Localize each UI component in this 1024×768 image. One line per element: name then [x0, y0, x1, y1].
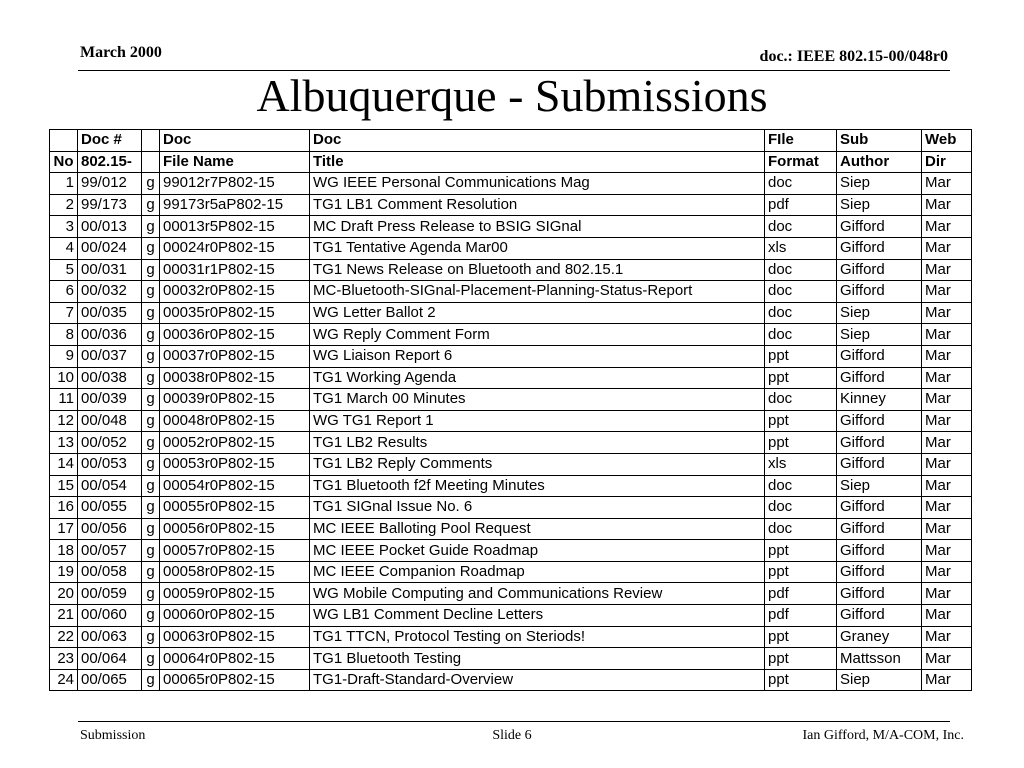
web-dir-cell: Mar [922, 410, 972, 432]
doc-group-cell: g [142, 173, 160, 195]
row-number-cell: 4 [50, 237, 78, 259]
doc-title-cell: WG Liaison Report 6 [310, 345, 765, 367]
header-cell: Doc # [78, 130, 142, 152]
sub-author-cell: Siep [837, 173, 922, 195]
file-name-cell: 00035r0P802-15 [160, 302, 310, 324]
doc-number-cell: 00/053 [78, 453, 142, 475]
file-name-cell: 00048r0P802-15 [160, 410, 310, 432]
sub-author-cell: Gifford [837, 410, 922, 432]
sub-author-cell: Gifford [837, 259, 922, 281]
file-name-cell: 00055r0P802-15 [160, 497, 310, 519]
doc-group-cell: g [142, 475, 160, 497]
table-row [50, 259, 972, 281]
doc-number-cell: 99/012 [78, 173, 142, 195]
doc-group-cell: g [142, 540, 160, 562]
doc-title-cell: WG Mobile Computing and Communications Review [310, 583, 765, 605]
file-format-cell: ppt [765, 540, 837, 562]
file-name-cell: 00039r0P802-15 [160, 389, 310, 411]
doc-title-cell: TG1 Bluetooth Testing [310, 648, 765, 670]
table-row [50, 194, 972, 216]
sub-author-cell: Gifford [837, 561, 922, 583]
web-dir-cell: Mar [922, 453, 972, 475]
sub-author-cell: Gifford [837, 237, 922, 259]
row-number-cell: 8 [50, 324, 78, 346]
header-cell: Sub [837, 130, 922, 152]
table-row [50, 669, 972, 691]
web-dir-cell: Mar [922, 540, 972, 562]
doc-title-cell: WG LB1 Comment Decline Letters [310, 605, 765, 627]
file-name-cell: 00057r0P802-15 [160, 540, 310, 562]
sub-author-cell: Graney [837, 626, 922, 648]
table-row [50, 518, 972, 540]
web-dir-cell: Mar [922, 302, 972, 324]
file-name-cell: 00065r0P802-15 [160, 669, 310, 691]
table-row [50, 583, 972, 605]
file-format-cell: doc [765, 475, 837, 497]
row-number-cell: 12 [50, 410, 78, 432]
web-dir-cell: Mar [922, 626, 972, 648]
row-number-cell: 17 [50, 518, 78, 540]
file-name-cell: 00013r5P802-15 [160, 216, 310, 238]
web-dir-cell: Mar [922, 583, 972, 605]
doc-number-cell: 00/060 [78, 605, 142, 627]
file-name-cell: 99173r5aP802-15 [160, 194, 310, 216]
doc-group-cell: g [142, 453, 160, 475]
doc-group-cell: g [142, 561, 160, 583]
doc-title-cell: MC Draft Press Release to BSIG SIGnal [310, 216, 765, 238]
header-cell: Doc [310, 130, 765, 152]
web-dir-cell: Mar [922, 389, 972, 411]
doc-group-cell: g [142, 389, 160, 411]
file-format-cell: ppt [765, 432, 837, 454]
row-number-cell: 11 [50, 389, 78, 411]
doc-title-cell: TG1 SIGnal Issue No. 6 [310, 497, 765, 519]
web-dir-cell: Mar [922, 669, 972, 691]
doc-number-cell: 00/056 [78, 518, 142, 540]
row-number-cell: 13 [50, 432, 78, 454]
table-header-row-1 [50, 130, 972, 152]
file-name-cell: 00063r0P802-15 [160, 626, 310, 648]
file-format-cell: doc [765, 518, 837, 540]
row-number-cell: 1 [50, 173, 78, 195]
doc-group-cell: g [142, 626, 160, 648]
row-number-cell: 24 [50, 669, 78, 691]
doc-group-cell: g [142, 237, 160, 259]
table-row [50, 497, 972, 519]
doc-number-cell: 99/173 [78, 194, 142, 216]
doc-title-cell: TG1 News Release on Bluetooth and 802.15.1 [310, 259, 765, 281]
table-row [50, 173, 972, 195]
sub-author-cell: Siep [837, 324, 922, 346]
header-doc-id: doc.: IEEE 802.15-00/048r0 [759, 48, 948, 65]
sub-author-cell: Gifford [837, 583, 922, 605]
sub-author-cell: Kinney [837, 389, 922, 411]
file-format-cell: ppt [765, 648, 837, 670]
sub-author-cell: Gifford [837, 345, 922, 367]
table-row [50, 561, 972, 583]
doc-group-cell: g [142, 518, 160, 540]
header-cell [142, 151, 160, 173]
table-row [50, 453, 972, 475]
doc-group-cell: g [142, 583, 160, 605]
web-dir-cell: Mar [922, 345, 972, 367]
doc-title-cell: TG1 LB2 Results [310, 432, 765, 454]
sub-author-cell: Siep [837, 194, 922, 216]
doc-number-cell: 00/013 [78, 216, 142, 238]
doc-number-cell: 00/036 [78, 324, 142, 346]
sub-author-cell: Gifford [837, 605, 922, 627]
sub-author-cell: Gifford [837, 432, 922, 454]
doc-number-cell: 00/059 [78, 583, 142, 605]
web-dir-cell: Mar [922, 648, 972, 670]
doc-group-cell: g [142, 324, 160, 346]
table-row [50, 410, 972, 432]
doc-title-cell: TG1 Tentative Agenda Mar00 [310, 237, 765, 259]
row-number-cell: 14 [50, 453, 78, 475]
file-format-cell: doc [765, 216, 837, 238]
footer-slide-number: Slide 6 [492, 728, 532, 743]
row-number-cell: 20 [50, 583, 78, 605]
web-dir-cell: Mar [922, 173, 972, 195]
doc-title-cell: MC IEEE Companion Roadmap [310, 561, 765, 583]
file-format-cell: xls [765, 453, 837, 475]
doc-title-cell: WG Letter Ballot 2 [310, 302, 765, 324]
file-format-cell: ppt [765, 410, 837, 432]
header-cell: File Name [160, 151, 310, 173]
sub-author-cell: Gifford [837, 497, 922, 519]
file-format-cell: pdf [765, 605, 837, 627]
row-number-cell: 5 [50, 259, 78, 281]
web-dir-cell: Mar [922, 259, 972, 281]
doc-number-cell: 00/038 [78, 367, 142, 389]
doc-title-cell: TG1 March 00 Minutes [310, 389, 765, 411]
web-dir-cell: Mar [922, 518, 972, 540]
table-row [50, 389, 972, 411]
row-number-cell: 16 [50, 497, 78, 519]
web-dir-cell: Mar [922, 605, 972, 627]
web-dir-cell: Mar [922, 367, 972, 389]
file-name-cell: 00064r0P802-15 [160, 648, 310, 670]
doc-number-cell: 00/048 [78, 410, 142, 432]
doc-title-cell: TG1 Bluetooth f2f Meeting Minutes [310, 475, 765, 497]
doc-group-cell: g [142, 497, 160, 519]
header-cell: Title [310, 151, 765, 173]
submissions-table [49, 129, 972, 691]
doc-number-cell: 00/058 [78, 561, 142, 583]
file-name-cell: 99012r7P802-15 [160, 173, 310, 195]
doc-number-cell: 00/064 [78, 648, 142, 670]
sub-author-cell: Gifford [837, 367, 922, 389]
file-name-cell: 00052r0P802-15 [160, 432, 310, 454]
row-number-cell: 6 [50, 281, 78, 303]
header-cell [142, 130, 160, 152]
table-row [50, 432, 972, 454]
doc-number-cell: 00/065 [78, 669, 142, 691]
doc-group-cell: g [142, 605, 160, 627]
file-format-cell: ppt [765, 367, 837, 389]
doc-number-cell: 00/032 [78, 281, 142, 303]
file-name-cell: 00058r0P802-15 [160, 561, 310, 583]
table-row [50, 345, 972, 367]
file-format-cell: doc [765, 259, 837, 281]
row-number-cell: 18 [50, 540, 78, 562]
sub-author-cell: Gifford [837, 540, 922, 562]
header-cell [50, 130, 78, 152]
sub-author-cell: Gifford [837, 281, 922, 303]
row-number-cell: 3 [50, 216, 78, 238]
row-number-cell: 15 [50, 475, 78, 497]
header-cell: No [50, 151, 78, 173]
web-dir-cell: Mar [922, 475, 972, 497]
header-cell: 802.15- [78, 151, 142, 173]
file-format-cell: doc [765, 324, 837, 346]
doc-group-cell: g [142, 367, 160, 389]
file-name-cell: 00036r0P802-15 [160, 324, 310, 346]
row-number-cell: 7 [50, 302, 78, 324]
file-name-cell: 00032r0P802-15 [160, 281, 310, 303]
table-row [50, 367, 972, 389]
doc-group-cell: g [142, 281, 160, 303]
file-format-cell: ppt [765, 626, 837, 648]
web-dir-cell: Mar [922, 194, 972, 216]
doc-number-cell: 00/054 [78, 475, 142, 497]
file-name-cell: 00038r0P802-15 [160, 367, 310, 389]
header-cell: Dir [922, 151, 972, 173]
file-format-cell: doc [765, 302, 837, 324]
web-dir-cell: Mar [922, 561, 972, 583]
doc-title-cell: WG IEEE Personal Communications Mag [310, 173, 765, 195]
doc-number-cell: 00/037 [78, 345, 142, 367]
doc-group-cell: g [142, 432, 160, 454]
doc-number-cell: 00/052 [78, 432, 142, 454]
file-format-cell: doc [765, 389, 837, 411]
sub-author-cell: Siep [837, 302, 922, 324]
table-row [50, 324, 972, 346]
doc-group-cell: g [142, 194, 160, 216]
file-format-cell: ppt [765, 345, 837, 367]
doc-group-cell: g [142, 410, 160, 432]
sub-author-cell: Gifford [837, 216, 922, 238]
sub-author-cell: Gifford [837, 518, 922, 540]
footer-divider [78, 721, 950, 722]
sub-author-cell: Mattsson [837, 648, 922, 670]
doc-group-cell: g [142, 259, 160, 281]
doc-number-cell: 00/063 [78, 626, 142, 648]
doc-title-cell: TG1 LB1 Comment Resolution [310, 194, 765, 216]
file-format-cell: doc [765, 497, 837, 519]
doc-number-cell: 00/035 [78, 302, 142, 324]
header-cell: Author [837, 151, 922, 173]
file-format-cell: xls [765, 237, 837, 259]
slide-title: Albuquerque - Submissions [256, 70, 768, 121]
file-name-cell: 00060r0P802-15 [160, 605, 310, 627]
file-format-cell: doc [765, 281, 837, 303]
table-row [50, 540, 972, 562]
doc-title-cell: WG TG1 Report 1 [310, 410, 765, 432]
doc-group-cell: g [142, 302, 160, 324]
header-cell: FIle [765, 130, 837, 152]
doc-number-cell: 00/039 [78, 389, 142, 411]
table-row [50, 302, 972, 324]
doc-number-cell: 00/055 [78, 497, 142, 519]
header-cell: Web [922, 130, 972, 152]
table-row [50, 237, 972, 259]
doc-title-cell: TG1 Working Agenda [310, 367, 765, 389]
doc-title-cell: MC IEEE Balloting Pool Request [310, 518, 765, 540]
web-dir-cell: Mar [922, 497, 972, 519]
table-row [50, 605, 972, 627]
footer-left: Submission [80, 728, 146, 743]
doc-group-cell: g [142, 345, 160, 367]
row-number-cell: 23 [50, 648, 78, 670]
header-cell: Doc [160, 130, 310, 152]
doc-title-cell: TG1-Draft-Standard-Overview [310, 669, 765, 691]
doc-group-cell: g [142, 648, 160, 670]
doc-number-cell: 00/024 [78, 237, 142, 259]
table-row [50, 281, 972, 303]
doc-title-cell: WG Reply Comment Form [310, 324, 765, 346]
sub-author-cell: Siep [837, 475, 922, 497]
row-number-cell: 19 [50, 561, 78, 583]
file-format-cell: doc [765, 173, 837, 195]
file-name-cell: 00056r0P802-15 [160, 518, 310, 540]
table-row [50, 475, 972, 497]
table-row [50, 626, 972, 648]
row-number-cell: 22 [50, 626, 78, 648]
web-dir-cell: Mar [922, 324, 972, 346]
row-number-cell: 10 [50, 367, 78, 389]
sub-author-cell: Siep [837, 669, 922, 691]
row-number-cell: 21 [50, 605, 78, 627]
web-dir-cell: Mar [922, 281, 972, 303]
file-name-cell: 00053r0P802-15 [160, 453, 310, 475]
web-dir-cell: Mar [922, 432, 972, 454]
table-header-row-2 [50, 151, 972, 173]
doc-group-cell: g [142, 669, 160, 691]
sub-author-cell: Gifford [837, 453, 922, 475]
file-name-cell: 00037r0P802-15 [160, 345, 310, 367]
file-name-cell: 00024r0P802-15 [160, 237, 310, 259]
table-row [50, 216, 972, 238]
doc-number-cell: 00/057 [78, 540, 142, 562]
file-format-cell: ppt [765, 669, 837, 691]
web-dir-cell: Mar [922, 216, 972, 238]
file-name-cell: 00054r0P802-15 [160, 475, 310, 497]
file-name-cell: 00031r1P802-15 [160, 259, 310, 281]
header-date: March 2000 [80, 44, 162, 61]
file-format-cell: pdf [765, 194, 837, 216]
doc-number-cell: 00/031 [78, 259, 142, 281]
doc-title-cell: TG1 LB2 Reply Comments [310, 453, 765, 475]
file-name-cell: 00059r0P802-15 [160, 583, 310, 605]
doc-title-cell: TG1 TTCN, Protocol Testing on Steriods! [310, 626, 765, 648]
doc-title-cell: MC-Bluetooth-SIGnal-Placement-Planning-Status-Report [310, 281, 765, 303]
row-number-cell: 9 [50, 345, 78, 367]
web-dir-cell: Mar [922, 237, 972, 259]
footer-author: Ian Gifford, M/A-COM, Inc. [802, 728, 964, 743]
doc-title-cell: MC IEEE Pocket Guide Roadmap [310, 540, 765, 562]
file-format-cell: pdf [765, 583, 837, 605]
row-number-cell: 2 [50, 194, 78, 216]
file-format-cell: ppt [765, 561, 837, 583]
table-row [50, 648, 972, 670]
doc-group-cell: g [142, 216, 160, 238]
header-cell: Format [765, 151, 837, 173]
